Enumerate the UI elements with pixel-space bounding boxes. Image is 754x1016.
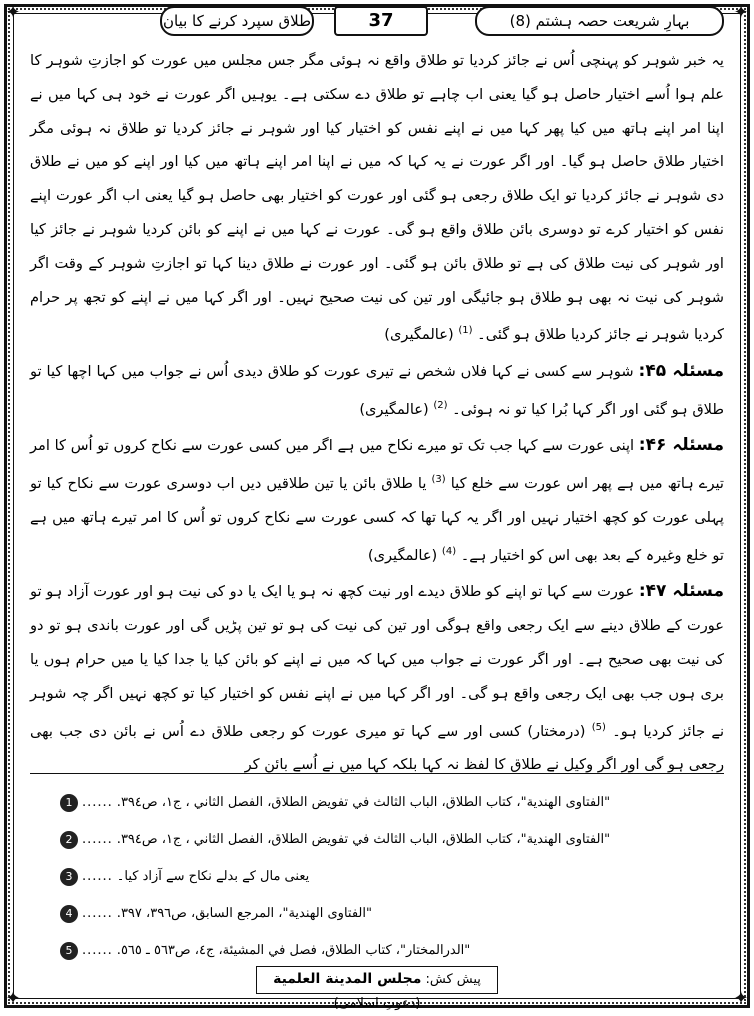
footnote (60, 821, 708, 858)
footnote-divider (30, 773, 724, 774)
footnote-ref[interactable]: (5) (591, 721, 606, 733)
masala-heading: مسئلہ ۴۷: (638, 581, 724, 602)
footnote-leader: ...... (82, 795, 113, 810)
footnote-leader: ...... (82, 906, 113, 921)
footnote-text: یعنی مال کے بدلے نکاح سے آزاد کیا۔ (116, 869, 310, 884)
footnote-text: "الفتاوی الهندية"، كتاب الطلاق، الباب الثالث في تفويض الطلاق، الفصل الثاني ، ج١، ص٣٩٤. (116, 795, 611, 810)
footnote-leader: ...... (82, 832, 113, 847)
masala-heading: مسئلہ ۴۶: (638, 435, 725, 456)
publisher-name: مجلس المدينة العلمية (273, 971, 422, 987)
masala-47 (30, 575, 724, 782)
footnote-text: "الفتاوی الهندية"، المرجع السابق، ص٣٩٦، ٣٩٧. (116, 906, 372, 921)
source-citation: (عالمگیری) (359, 400, 429, 418)
footnote (60, 932, 708, 969)
footnote-number-icon: 1 (60, 794, 78, 812)
source-citation: (عالمگیری) (367, 546, 438, 564)
paragraph-text: شوہر سے کسی نے کہا فلاں شخص نے تیری عورت کو طلاق دیدی اُس نے جواب میں کہا اچھا کیا تو طلاق ہو گئی اور اگر کہا بُرا کیا تو نہ ہوئی۔ (30, 363, 724, 418)
source-citation: (عالمگیری) (384, 326, 454, 344)
corner-ornament-icon: ✦ (733, 988, 749, 1009)
footnote-ref[interactable]: (3) (431, 474, 446, 486)
corner-ornament-icon: ✦ (5, 988, 21, 1009)
footnote (60, 895, 708, 932)
footer-label: پیش کش: (425, 972, 481, 987)
paragraph-text: یہ خبر شوہر کو پہنچی اُس نے جائز کردیا تو طلاق واقع نہ ہوئی مگر جس مجلس میں عورت کو اجازتِ شوہر کا علم ہوا اُسے اختیار حاصل ہو گیا یعنی اب چاہے تو طلاق دے سکتی ہے۔ یوہیں اگر عورت نے خود ہی کہا میں نے اپنا امر اپنے ہاتھ میں کیا پھر کہا میں نے اپنے نفس کو اختیار کیا اور شوہر نے جائز کردیا تو طلاق نہ ہوئی مگر اختیار طلاق حاصل ہو گیا۔ اور اگر عورت نے یہ کہا کہ میں نے اپنا امر اپنے ہاتھ میں کیا اور اپنے کو میں نے طلاق دی شوہر نے جائز کردیا تو ایک طلاق رجعی ہو گئی اور عورت کو اختیار بھی حاصل ہو گیا یعنی اب اگر عورت اپنے نفس کو اختیار کرے تو دوسری بائن طلاق واقع ہو گی۔ عورت نے کہا میں نے اپنے کو بائن کردیا شوہر نے جائز کیا اور شوہر کی نیت طلاق کی ہے تو طلاق بائن ہو گئی۔ اور عورت نے طلاق دینا کہا تو اجازتِ شوہر کے وقت اگر شوہر کی نیت نہ بھی ہو طلاق ہو جائیگی اور تین کی نیت صحیح نہیں۔ اور اگر کہا میں نے اپنے کو تجھ پر حرام کردیا شوہر نے جائز کردیا طلاق ہو گئی۔ (30, 52, 724, 344)
chapter-title: طلاق سپرد کرنے کا بیان (160, 6, 314, 36)
footnote-leader: ...... (82, 869, 113, 884)
publisher-footer (256, 966, 498, 1011)
footnotes (60, 784, 708, 969)
footnote-number-icon: 5 (60, 942, 78, 960)
publisher-org: (دعوتِ اسلامی) (333, 996, 421, 1011)
paragraph-text: یا طلاق بائن یا تین طلاقیں دیں اب دوسری عورت سے نکاح کیا تو پہلی عورت کو کچھ اختیار نہیں اور اگر یہ کہا تھا کہ کسی عورت سے نکاح کروں تو اُس کا امر تیرے ہاتھ میں ہے تو خلع وغیرہ کے بعد بھی اس کو اختیار ہے۔ (30, 475, 724, 564)
paragraph-text: عورت سے کہا تو اپنے کو طلاق دیدے اور نیت کچھ نہ ہو یا ایک یا دو کی نیت ہو اور عورت آزاد ہو تو عورت کے طلاق دینے سے ایک رجعی واقع ہوگی اور تین کی نیت کی ہو تو تین پڑیں گی اور عورت باندی ہو تو دو کی نیت بھی صحیح ہے۔ اور اگر عورت نے جواب میں کہا کہ میں نے اپنے کو بائن کیا یا جدا کیا یا میں حرام ہوں یا بری ہوں جب بھی ایک رجعی واقع ہو گی۔ اور اگر کہا میں نے اپنے نفس کو اختیار کیا تو کچھ نہیں اگر چہ شوہر نے جائز کردیا ہو۔ (30, 583, 725, 740)
page-number: 37 (334, 6, 428, 36)
footnote-number-icon: 3 (60, 868, 78, 886)
main-text (30, 44, 724, 785)
footnote (60, 784, 708, 821)
masala-45 (30, 355, 724, 426)
footnote-ref[interactable]: (2) (433, 399, 448, 411)
corner-ornament-icon: ✦ (733, 2, 749, 23)
masala-heading: مسئلہ ۴۵: (638, 361, 724, 382)
footnote-number-icon: 4 (60, 905, 78, 923)
masala-46 (30, 429, 724, 572)
paragraph-text: اپنی عورت سے کہا جب تک تو میرے نکاح میں ہے اگر میں کسی عورت سے نکاح کروں تو اُس کا امر تیرے ہاتھ میں ہے پھر اس عورت سے خلع کیا (30, 437, 724, 493)
book-title: بہارِ شریعت حصہ ہشتم (8) (475, 6, 724, 36)
corner-ornament-icon: ✦ (5, 2, 21, 23)
footnote-leader: ...... (82, 943, 113, 958)
paragraph-1 (30, 44, 724, 352)
page-header (30, 6, 724, 34)
footnote-text: "الدرالمختار"، كتاب الطلاق، فصل في المشيئة، ج٤، ص٥٦٣ ـ ٥٦٥. (116, 943, 471, 958)
footnote-text: "الفتاوی الهندية"، كتاب الطلاق، الباب الثالث في تفويض الطلاق، الفصل الثاني ، ج١، ص٣٩٤. (116, 832, 611, 847)
footnote-ref[interactable]: (1) (458, 325, 473, 337)
paragraph-text: (درمختار) کسی اور سے کہا تو میری عورت کو رجعی طلاق دے اُس نے بائن دی جب بھی رجعی ہو گی اور اگر وکیل نے طلاق کا لفظ نہ کہا بلکہ کہا میں نے اُسے بائن کر (30, 722, 724, 774)
footnote-ref[interactable]: (4) (441, 545, 457, 557)
footnote-number-icon: 2 (60, 831, 78, 849)
footnote (60, 858, 708, 895)
